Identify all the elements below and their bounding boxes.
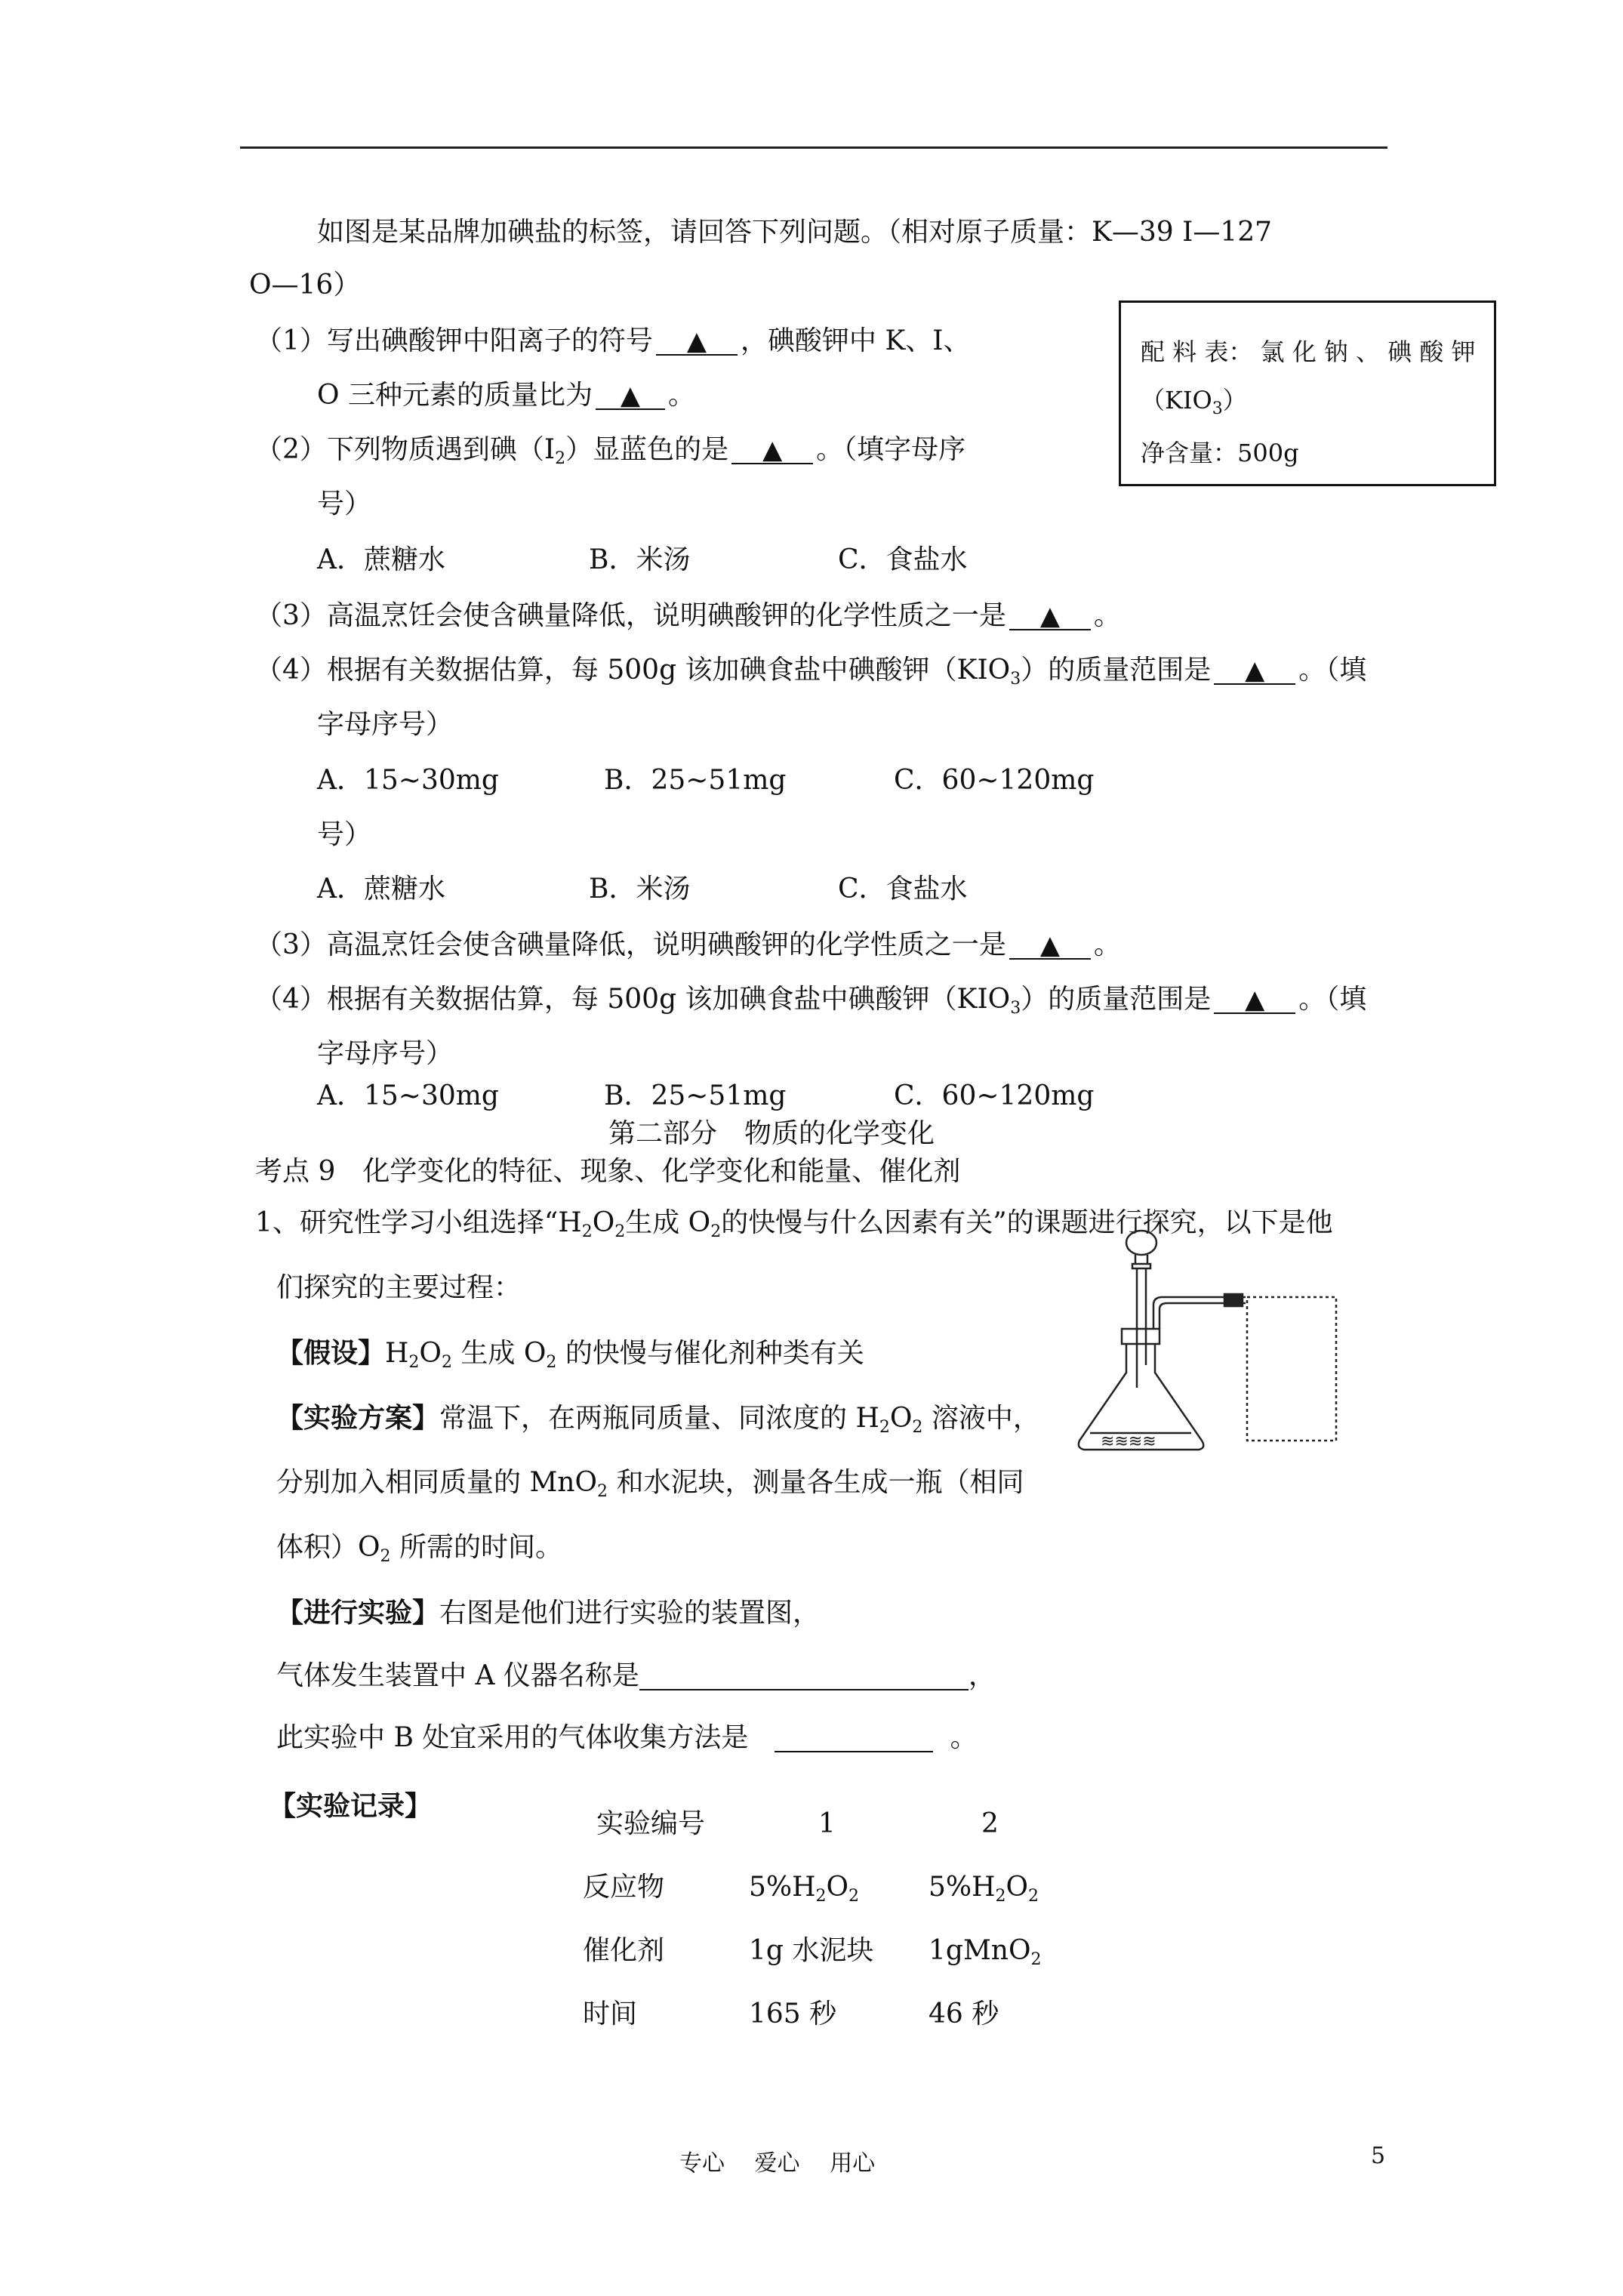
intro-line2: O—16） [249,270,361,300]
repeat-q2-option-c: C．食盐水 [838,874,968,905]
label-net-content: 净含量：500g [1141,439,1299,467]
q4-answer-blank[interactable] [1214,655,1295,686]
q3-answer-blank[interactable] [1009,603,1091,630]
table-row-reactant-c2: $5\%H_2O_2$ [929,1872,1039,1906]
q4-option-b: B．25~51mg [604,765,787,796]
q2-option-a: A．蔗糖水 [317,544,445,575]
table-row-reactant-c1: $5\%H_2O_2$ [749,1872,860,1906]
experiment-line1: 【进行实验】右图是他们进行实验的装置图， [276,1597,821,1629]
funnel-valve [1132,1264,1150,1268]
repeat-q4-answer-blank[interactable] [1214,987,1295,1014]
repeat-q4-option-a: A．15~30mg [317,1080,499,1111]
triangle-icon: ▲ [1039,601,1060,631]
repeat-q3-line: （3）高温烹饪会使含碘量降低，说明碘酸钾的化学性质之一是 ▲ 。 [255,929,1121,960]
footer-motto: 专心 爱心 用心 [679,2150,876,2177]
repeat-q4-line2: 字母序号） [317,1038,454,1069]
q1-answer-blank-1[interactable] [656,328,738,356]
triangle-icon: ▲ [762,435,783,465]
problem1-line2: 们探究的主要过程： [276,1272,522,1303]
table-row-reactant-label: 反应物 [583,1872,665,1903]
plan-line1: 【实验方案】常温下，在两瓶同质量、同浓度的 $H_2O_2$ 溶液中， [276,1402,1040,1437]
salt-label-box [1119,300,1496,486]
q1-line2: O 三种元素的质量比为 ▲ 。 [317,380,695,411]
svg-text:≋≋≋≋: ≋≋≋≋ [1101,1432,1156,1451]
q2-answer-blank[interactable] [731,437,813,464]
table-row-catalyst-label: 催化剂 [583,1935,665,1966]
kaodian-title: 考点 9 化学变化的特征、现象、化学变化和能量、催化剂 [255,1156,961,1187]
table-header-col1: 1 [818,1808,836,1839]
instrument-a-blank[interactable] [639,1663,969,1690]
hypothesis-tag: 【假设】 [276,1337,386,1369]
q2-line1: （2）下列物质遇到碘$(I_2)$显蓝色的是 ▲ 。（填字母序 [255,434,966,468]
label-formula: $(KIO_3)$ [1141,386,1247,418]
tube-connector [1224,1294,1243,1306]
experiment-line3: 此实验中 B 处宜采用的气体收集方法是 。 [276,1722,978,1753]
problem1-line1: 1、研究性学习小组选择“$H_2O_2$生成 $O_2$的快慢与什么因素有关”的课题进行探究，以下是他 [255,1207,1333,1241]
apparatus-figure [1057,1214,1344,1463]
repeat-q4-option-b: B．25~51mg [604,1080,787,1111]
q4-option-a: A．15~30mg [317,765,499,796]
part2-title: 第二部分 物质的化学变化 [608,1118,935,1149]
q1-answer-blank-2[interactable] [596,383,665,410]
plan-line2: 分别加入相同质量的 MnO$_2$ 和水泥块，测量各生成一瓶（相同 [276,1467,1024,1501]
triangle-icon: ▲ [1245,985,1265,1015]
triangle-icon: ▲ [620,381,641,411]
experiment-tag: 【进行实验】 [276,1597,440,1629]
repeat-q4-line1: （4）根据有关数据估算，每 500g 该加碘食盐中碘酸钾$(KIO_3)$的质量范围是 ▲ 。（填 [255,984,1367,1018]
plan-tag: 【实验方案】 [276,1402,440,1434]
triangle-icon: ▲ [686,326,707,356]
q3-line: （3）高温烹饪会使含碘量降低，说明碘酸钾的化学性质之一是 ▲ 。 [255,600,1121,631]
experiment-line2: 气体发生装置中 A 仪器名称是 ， [276,1660,996,1691]
repeat-q4-option-c: C．60~120mg [894,1080,1095,1111]
repeat-q2-option-a: A．蔗糖水 [317,874,445,905]
stopper [1122,1329,1160,1344]
table-row-time-c1: 165 秒 [749,1999,837,2029]
q1-line1: （1）写出碘酸钾中阳离子的符号 ▲ ，碘酸钾中 K、I、 [255,325,971,356]
table-row-catalyst-c1: 1g 水泥块 [749,1935,874,1966]
hypothesis-line: 【假设】$H_2O_2$ 生成 $O_2$ 的快慢与催化剂种类有关 [276,1337,864,1372]
table-header-label: 实验编号 [596,1808,706,1839]
q2-line2: 号） [317,488,372,519]
q4-line2: 字母序号） [317,709,454,740]
q4-option-c: C．60~120mg [894,765,1095,796]
q2-option-b: B．米汤 [589,544,691,575]
repeat-q3-answer-blank[interactable] [1009,932,1091,960]
intro-line1: 如图是某品牌加碘盐的标签，请回答下列问题。（相对原子质量：K—39 I—127 [317,217,1273,248]
repeat-hao: 号） [317,819,372,850]
label-ingredients: 配 料 表： 氯 化 钠 、 碘 酸 钾 [1141,337,1476,366]
q4-line1: （4）根据有关数据估算，每 500g 该加碘食盐中碘酸钾$(KIO_3)$的质量范围是 ▲ 。（填 [255,655,1367,689]
table-row-catalyst-c2: 1gMnO$_2$ [929,1935,1042,1969]
q2-option-c: C．食盐水 [838,544,968,575]
page-number: 5 [1371,2143,1386,2169]
funnel-bulb [1126,1231,1156,1255]
record-tag: 【实验记录】 [269,1790,433,1822]
triangle-icon: ▲ [1245,655,1265,686]
collection-region-b [1247,1297,1336,1441]
plan-line3: 体积）$O_2$ 所需的时间。 [276,1532,562,1566]
repeat-q2-option-b: B．米汤 [589,874,691,905]
table-row-time-label: 时间 [583,1999,638,2029]
triangle-icon: ▲ [1039,930,1060,960]
table-row-time-c2: 46 秒 [929,1999,999,2029]
collection-method-blank[interactable] [775,1725,933,1752]
header-rule [240,146,1387,149]
table-header-col2: 2 [981,1808,999,1839]
